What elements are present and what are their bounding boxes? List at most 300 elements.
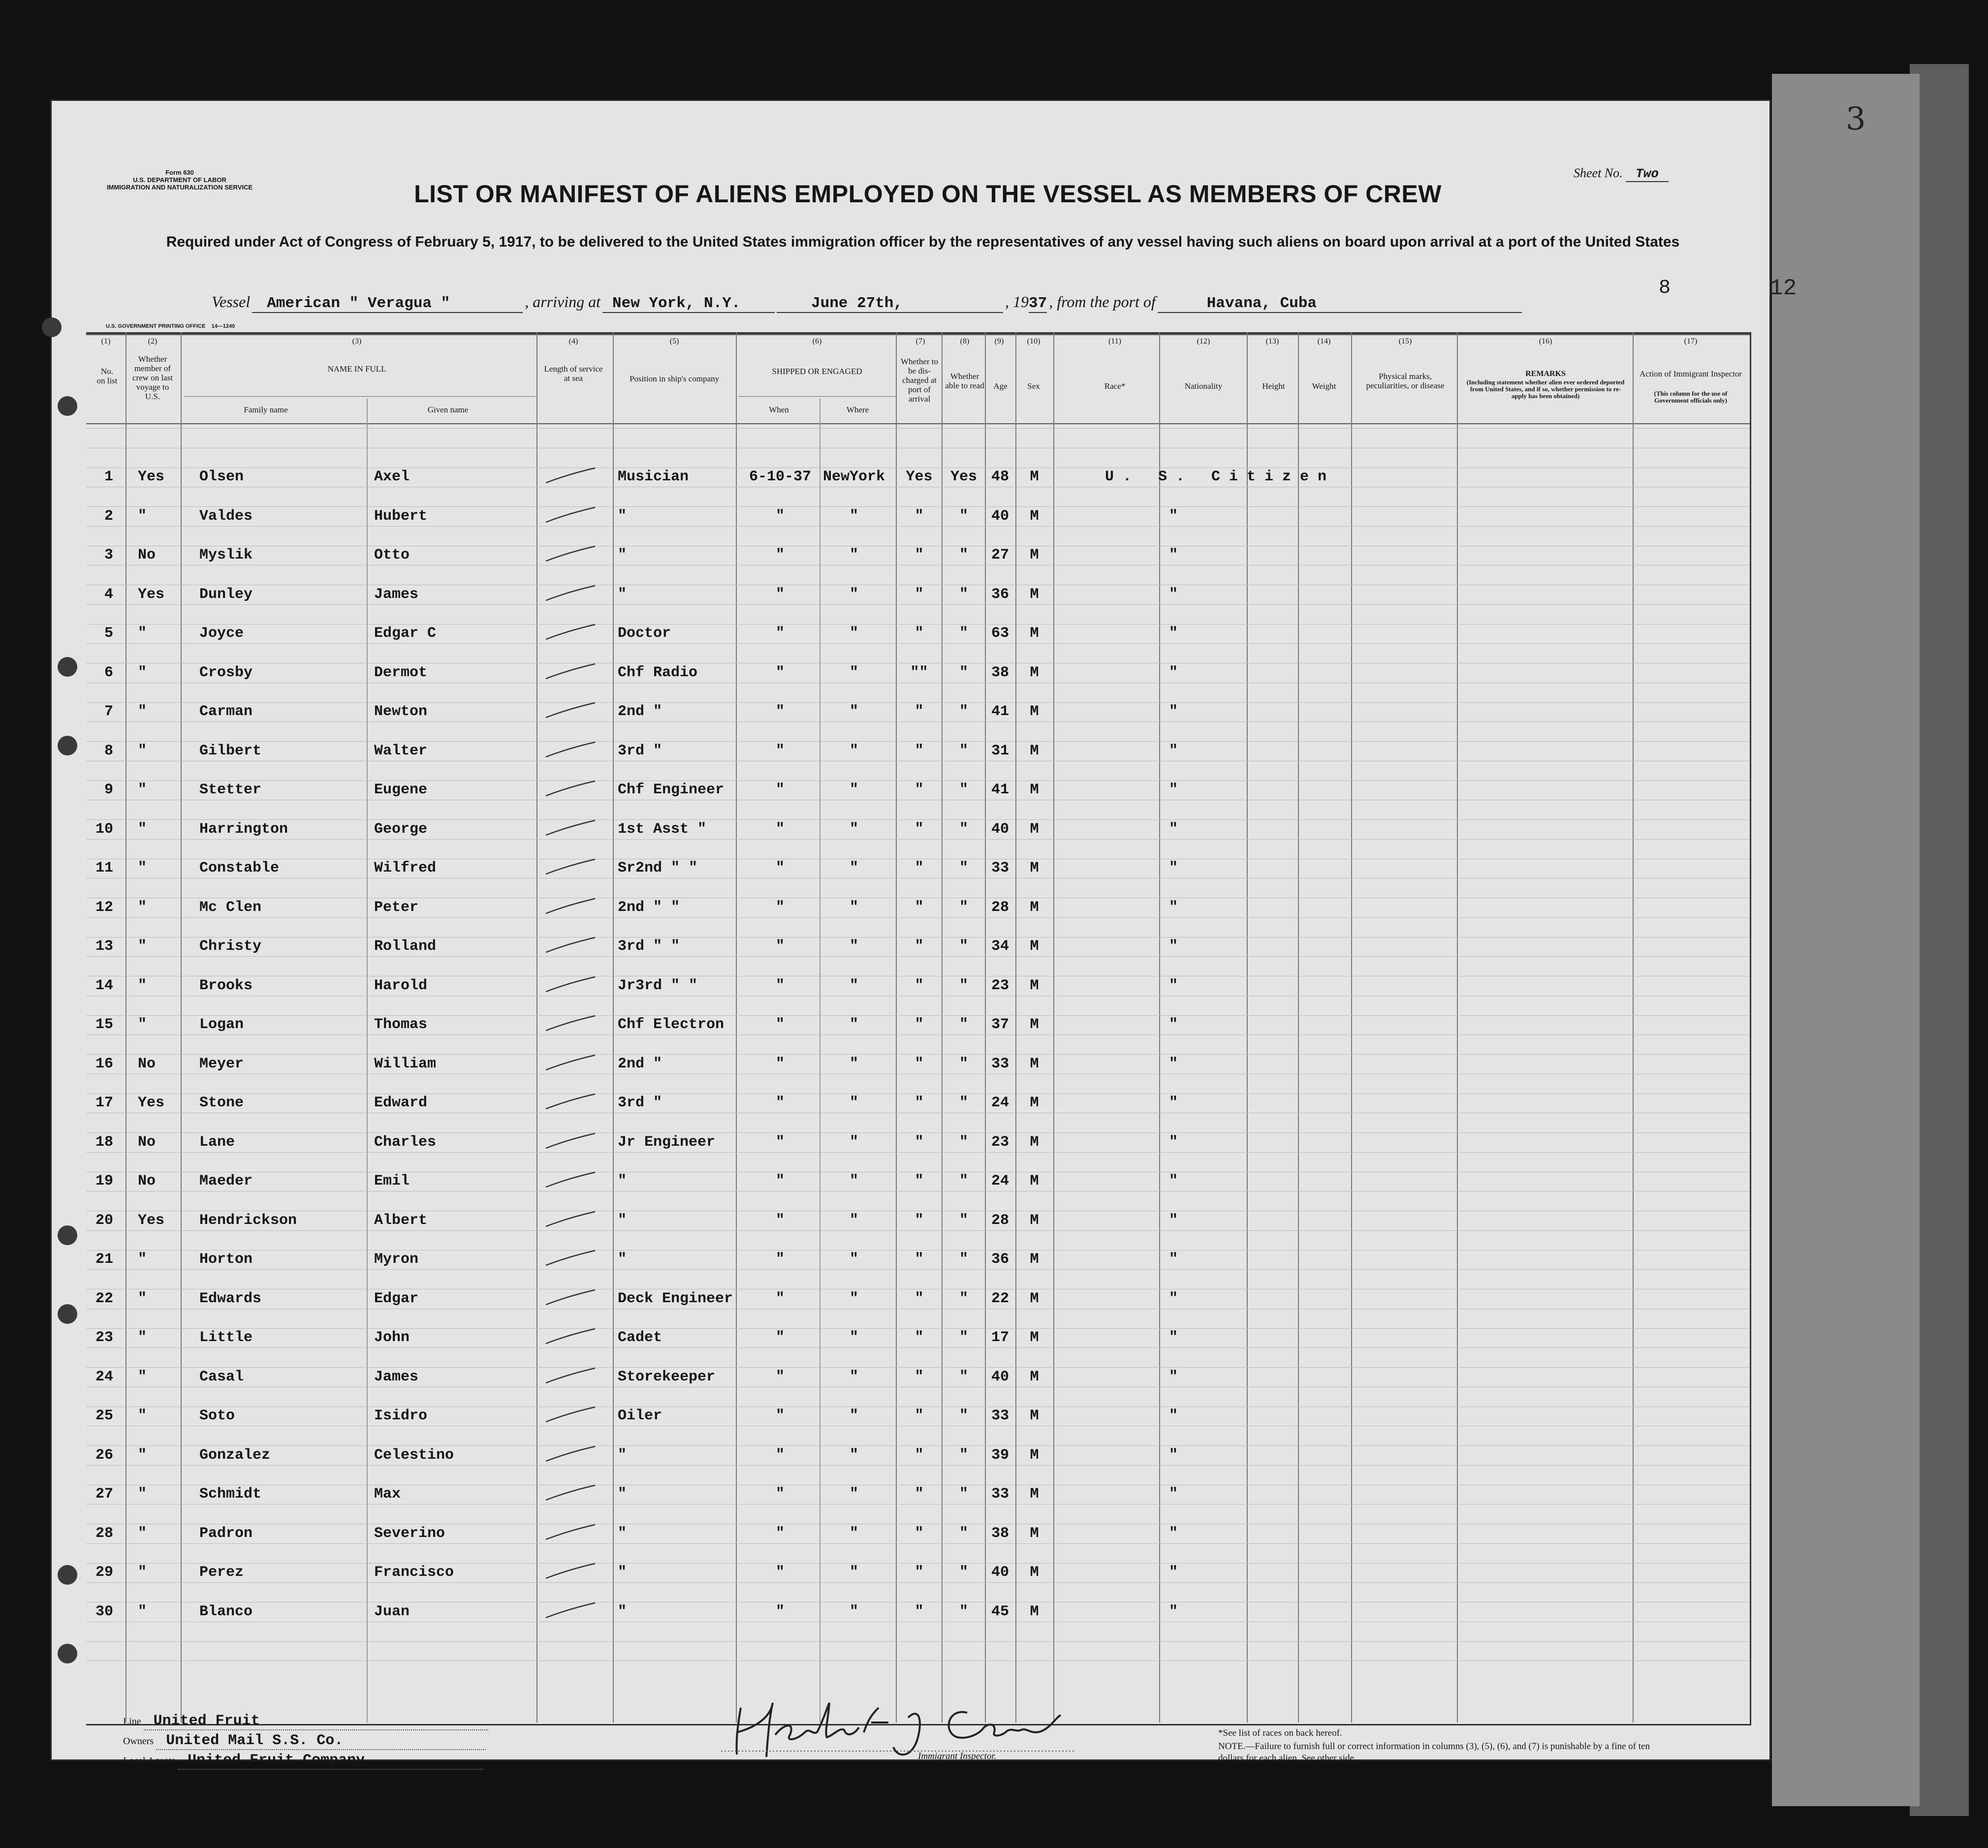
cell-when: " — [775, 1212, 785, 1229]
cell-where: " — [849, 664, 858, 681]
header-action-sub: (This column for the use of Government officials only) — [1654, 390, 1728, 404]
cell-read: " — [959, 1564, 968, 1581]
col-num-3: (3) — [352, 337, 362, 345]
cell-discharged: " — [915, 1368, 924, 1385]
service-tick-mark — [544, 623, 598, 642]
row-guide-line — [86, 526, 1750, 527]
cell-discharged: " — [915, 1486, 924, 1503]
cell-discharged: "" — [910, 664, 928, 681]
row-guide-line — [86, 917, 1750, 918]
cell-family: Little — [199, 1329, 253, 1346]
cell-race-nationality: " — [1169, 1564, 1178, 1581]
cell-race-nationality: " — [1169, 547, 1178, 564]
cell-race-nationality: " — [1169, 820, 1178, 838]
binder-hole — [58, 396, 77, 416]
cell-member: " — [138, 1603, 147, 1620]
cell-when: " — [775, 1408, 785, 1424]
cell-read: " — [959, 1486, 968, 1503]
service-tick-mark — [544, 1327, 598, 1347]
cell-given: Juan — [374, 1603, 410, 1620]
cell-where: " — [849, 938, 858, 955]
cell-family: Stetter — [199, 782, 262, 798]
cell-given: Axel — [374, 469, 410, 485]
adjacent-page — [1772, 74, 1920, 1806]
cell-given: Albert — [374, 1212, 428, 1229]
cell-read: " — [959, 1212, 968, 1229]
service-tick-mark — [544, 584, 598, 603]
service-tick-mark — [544, 1249, 598, 1268]
row-guide-line — [86, 1054, 1750, 1055]
cell-age: 38 — [991, 664, 1009, 681]
cell-sex: M — [1030, 1016, 1039, 1033]
cell-when: " — [775, 703, 785, 720]
cell-when: " — [775, 899, 785, 916]
cell-when: " — [775, 820, 785, 838]
line-label: Line — [123, 1716, 141, 1727]
cell-position: 3rd " " — [618, 938, 680, 955]
cell-sex: M — [1030, 1329, 1039, 1346]
cell-age: 17 — [991, 1329, 1009, 1346]
cell-position: Jr Engineer — [618, 1133, 716, 1151]
cell-member: " — [138, 1251, 147, 1268]
cell-where: " — [849, 1173, 858, 1190]
cell-age: 33 — [991, 1055, 1009, 1072]
cell-sex: M — [1030, 1095, 1039, 1111]
cell-where: " — [849, 977, 858, 994]
cell-given: Hubert — [374, 507, 428, 525]
service-tick-mark — [544, 897, 598, 916]
cell-member: " — [138, 507, 147, 525]
page-title: LIST OR MANIFEST OF ALIENS EMPLOYED ON THE VESSEL AS MEMBERS OF CREW — [414, 180, 1442, 208]
header-bottom-line — [86, 423, 1750, 424]
col-num-8: (8) — [960, 337, 970, 345]
year-suffix: 37 — [1028, 295, 1047, 312]
cell-no: 18 — [95, 1133, 113, 1151]
cell-age: 22 — [991, 1290, 1009, 1307]
service-tick-mark — [544, 1053, 598, 1073]
cell-when: " — [775, 1368, 785, 1385]
cell-read: " — [959, 625, 968, 642]
cell-where: " — [849, 547, 858, 564]
cell-age: 33 — [991, 860, 1009, 877]
cell-age: 40 — [991, 1368, 1009, 1385]
cell-sex: M — [1030, 469, 1039, 485]
header-remarks: REMARKS — [1525, 370, 1566, 378]
col-num-17: (17) — [1684, 337, 1698, 345]
printing-office: U.S. GOVERNMENT PRINTING OFFICE 14—1240 — [106, 323, 235, 329]
cell-given: Harold — [374, 977, 428, 994]
cell-no: 19 — [95, 1173, 113, 1190]
row-guide-line — [86, 702, 1750, 703]
cell-discharged: " — [915, 820, 924, 838]
cell-read: " — [959, 703, 968, 720]
cell-sex: M — [1030, 1603, 1039, 1620]
cell-age: 24 — [991, 1173, 1009, 1190]
binder-hole — [58, 1644, 77, 1663]
row-guide-line — [86, 1328, 1750, 1329]
cell-sex: M — [1030, 625, 1039, 642]
row-guide-line — [86, 819, 1750, 820]
service-tick-mark — [544, 1405, 598, 1425]
manifest-sheet — [52, 101, 1769, 1779]
row-guide-line — [86, 1269, 1750, 1270]
line-value: United Fruit — [144, 1713, 488, 1730]
inspector-signature — [711, 1688, 1085, 1761]
cell-family: Logan — [199, 1016, 244, 1033]
cell-family: Joyce — [199, 625, 244, 642]
cell-family: Soto — [199, 1408, 235, 1424]
cell-member: " — [138, 1564, 147, 1581]
row-guide-line — [86, 1445, 1750, 1446]
col-line — [1053, 332, 1054, 1723]
cell-discharged: " — [915, 1212, 924, 1229]
col-line — [1633, 332, 1634, 1723]
cell-when: " — [775, 1525, 785, 1542]
cell-read: " — [959, 938, 968, 955]
cell-age: 33 — [991, 1486, 1009, 1503]
cell-sex: M — [1030, 547, 1039, 564]
row-guide-line — [86, 1230, 1750, 1231]
cell-read: " — [959, 1095, 968, 1111]
cell-family: Dunley — [199, 586, 253, 603]
cell-given: Edward — [374, 1095, 428, 1111]
cell-member: " — [138, 1329, 147, 1346]
cell-member: No — [138, 1055, 156, 1072]
cell-sex: M — [1030, 1408, 1039, 1424]
cell-age: 41 — [991, 782, 1009, 798]
cell-discharged: " — [915, 1329, 924, 1346]
cell-no: 10 — [95, 820, 113, 838]
form-service: IMMIGRATION AND NATURALIZATION SERVICE — [106, 184, 253, 191]
cell-age: 39 — [991, 1446, 1009, 1464]
header-able-read: Whether able to read — [945, 372, 984, 390]
cell-when: " — [775, 1564, 785, 1581]
col-num-16: (16) — [1539, 337, 1552, 345]
cell-age: 40 — [991, 507, 1009, 525]
service-tick-mark — [544, 1170, 598, 1190]
cell-when: " — [775, 1133, 785, 1151]
cell-race-nationality: " — [1169, 1408, 1178, 1424]
cell-sex: M — [1030, 1446, 1039, 1464]
cell-discharged: " — [915, 860, 924, 877]
row-guide-line — [86, 1034, 1750, 1035]
cell-position: " — [618, 1212, 627, 1229]
header-physical: Physical marks, peculiarities, or disease — [1366, 372, 1445, 390]
cell-race-nationality: " — [1169, 977, 1178, 994]
cell-member: " — [138, 1368, 147, 1385]
header-given-name: Given name — [427, 405, 469, 414]
cell-given: Wilfred — [374, 860, 437, 877]
col-num-2: (2) — [148, 337, 158, 345]
row-guide-line — [86, 1563, 1750, 1564]
cell-sex: M — [1030, 1525, 1039, 1542]
row-guide-line — [86, 741, 1750, 742]
cell-race-nationality: " — [1169, 1095, 1178, 1111]
cell-age: 33 — [991, 1408, 1009, 1424]
cell-discharged: " — [915, 1133, 924, 1151]
service-tick-mark — [544, 1483, 598, 1503]
cell-position: " — [618, 547, 627, 564]
cell-where: " — [849, 1290, 858, 1307]
cell-sex: M — [1030, 1055, 1039, 1072]
cell-age: 34 — [991, 938, 1009, 955]
cell-member: " — [138, 899, 147, 916]
cell-position: " — [618, 1251, 627, 1268]
cell-member: " — [138, 1446, 147, 1464]
cell-age: 37 — [991, 1016, 1009, 1033]
cell-race-nationality: " — [1169, 899, 1178, 916]
col-line — [1247, 332, 1248, 1723]
races-note: *See list of races on back hereof. — [1218, 1728, 1342, 1738]
cell-member: " — [138, 1408, 147, 1424]
cell-read: " — [959, 860, 968, 877]
cell-position: " — [618, 1446, 627, 1464]
service-tick-mark — [544, 975, 598, 995]
inspector-label: Immigrant Inspector. — [918, 1751, 997, 1761]
cell-family: Stone — [199, 1095, 244, 1111]
cell-discharged: " — [915, 1095, 924, 1111]
cell-member: " — [138, 938, 147, 955]
form-department: U.S. DEPARTMENT OF LABOR — [133, 176, 226, 184]
cell-member: " — [138, 703, 147, 720]
cell-given: Edgar C — [374, 625, 437, 642]
cell-where: " — [849, 1055, 858, 1072]
cell-no: 26 — [95, 1446, 113, 1464]
cell-race-nationality: " — [1169, 1525, 1178, 1542]
cell-position: " — [618, 1564, 627, 1581]
cell-race-nationality: " — [1169, 938, 1178, 955]
cell-position: Doctor — [618, 625, 671, 642]
cell-where: " — [849, 742, 858, 759]
col-num-5: (5) — [669, 337, 679, 345]
form-meta — [89, 169, 271, 191]
col-num-9: (9) — [994, 337, 1004, 345]
cell-race-nationality: " — [1169, 1290, 1178, 1307]
cell-when: " — [775, 1016, 785, 1033]
row-guide-line — [86, 956, 1750, 957]
cell-family: Casal — [199, 1368, 244, 1385]
cell-where: " — [849, 1446, 858, 1464]
row-guide-line — [86, 1465, 1750, 1466]
cell-member: No — [138, 1173, 156, 1190]
cell-position: Sr2nd " " — [618, 860, 698, 877]
service-tick-mark — [544, 1092, 598, 1112]
cell-when: " — [775, 586, 785, 603]
cell-member: " — [138, 1290, 147, 1307]
cell-sex: M — [1030, 899, 1039, 916]
cell-where: " — [849, 1095, 858, 1111]
cell-read: " — [959, 1329, 968, 1346]
cell-sex: M — [1030, 1290, 1039, 1307]
cell-family: Maeder — [199, 1173, 253, 1190]
cell-race-nationality: " — [1169, 1603, 1178, 1620]
service-tick-mark — [544, 857, 598, 877]
service-tick-mark — [544, 1601, 598, 1621]
cell-where: " — [849, 1525, 858, 1542]
cell-given: Peter — [374, 899, 419, 916]
cell-family: Edwards — [199, 1290, 262, 1307]
cell-when: " — [775, 1486, 785, 1503]
cell-no: 12 — [95, 899, 113, 916]
cell-given: Newton — [374, 703, 428, 720]
cell-member: Yes — [138, 1095, 165, 1111]
service-tick-mark — [544, 662, 598, 682]
header-no-on-list: No. on list — [96, 367, 118, 385]
header-when: When — [769, 405, 789, 414]
cell-member: " — [138, 1486, 147, 1503]
cell-no: 20 — [95, 1212, 113, 1229]
header-family-name: Family name — [244, 405, 288, 414]
agents-label: Local Agents — [123, 1755, 176, 1766]
cell-family: Gilbert — [199, 742, 262, 759]
cell-position: " — [618, 507, 627, 525]
cell-sex: M — [1030, 782, 1039, 798]
cell-when: " — [775, 507, 785, 525]
cell-where: NewYork — [822, 469, 885, 485]
cell-no: 3 — [104, 547, 113, 564]
cell-where: " — [849, 586, 858, 603]
cell-discharged: " — [915, 899, 924, 916]
header-discharged: Whether to be dis-charged at port of arrival — [901, 357, 938, 404]
cell-no: 29 — [95, 1564, 113, 1581]
col-line — [1351, 332, 1352, 1723]
cell-when: " — [775, 1603, 785, 1620]
cell-where: " — [849, 1603, 858, 1620]
cell-no: 23 — [95, 1329, 113, 1346]
col-num-13: (13) — [1265, 337, 1279, 345]
cell-member: " — [138, 860, 147, 877]
header-whether-member: Whether member of crew on last voyage to U.S. — [132, 354, 173, 401]
cell-when: " — [775, 1173, 785, 1190]
cell-discharged: " — [915, 1290, 924, 1307]
cell-where: " — [849, 899, 858, 916]
header-shipped: SHIPPED OR ENGAGED — [772, 367, 862, 376]
cell-member: Yes — [138, 586, 165, 603]
cell-read: " — [959, 899, 968, 916]
cell-sex: M — [1030, 820, 1039, 838]
cell-sex: M — [1030, 1173, 1039, 1190]
cell-where: " — [849, 1251, 858, 1268]
cell-read: " — [959, 782, 968, 798]
cell-no: 9 — [104, 782, 113, 798]
cell-read: " — [959, 664, 968, 681]
cell-given: Eugene — [374, 782, 428, 798]
cell-member: " — [138, 625, 147, 642]
service-tick-mark — [544, 1523, 598, 1542]
row-guide-line — [86, 1641, 1750, 1642]
cell-member: " — [138, 977, 147, 994]
service-tick-mark — [544, 1444, 598, 1464]
cell-no: 1 — [104, 469, 113, 485]
year-prefix: , 19 — [1005, 293, 1029, 311]
cell-race-nationality: " — [1169, 586, 1178, 603]
footer-line — [123, 1713, 488, 1730]
service-tick-mark — [544, 505, 598, 525]
cell-age: 28 — [991, 1212, 1009, 1229]
cell-no: 6 — [104, 664, 113, 681]
cell-race-nationality: " — [1169, 625, 1178, 642]
footer-form-code: 14—1240 — [1661, 1772, 1687, 1779]
row-guide-line — [86, 1250, 1750, 1251]
cell-family: Perez — [199, 1564, 244, 1581]
cell-family: Carman — [199, 703, 253, 720]
cell-given: Walter — [374, 742, 428, 759]
header-length-service: Length of service at sea — [544, 364, 603, 383]
cell-family: Meyer — [199, 1055, 244, 1072]
col-num-10: (10) — [1027, 337, 1041, 345]
cell-sex: M — [1030, 664, 1039, 681]
col-num-6: (6) — [812, 337, 822, 345]
cell-where: " — [849, 1564, 858, 1581]
cell-discharged: " — [915, 547, 924, 564]
sheet-no-label: Sheet No. — [1574, 166, 1623, 180]
cell-no: 28 — [95, 1525, 113, 1542]
cell-position: " — [618, 586, 627, 603]
col-num-15: (15) — [1398, 337, 1412, 345]
cell-race-nationality: " — [1169, 782, 1178, 798]
cell-given: Thomas — [374, 1016, 428, 1033]
cell-race-nationality: " — [1169, 1446, 1178, 1464]
cell-when: " — [775, 742, 785, 759]
cell-sex: M — [1030, 1486, 1039, 1503]
header-remarks-sub: (Including statement whether alien ever ordered deported from United States, and if so, whether permission to re-apply has been obtained) — [1466, 378, 1625, 400]
cell-when: " — [775, 1290, 785, 1307]
cell-read: " — [959, 507, 968, 525]
cell-sex: M — [1030, 1251, 1039, 1268]
cell-read: " — [959, 1446, 968, 1464]
header-age: Age — [993, 381, 1008, 391]
cell-where: " — [849, 507, 858, 525]
service-tick-mark — [544, 779, 598, 799]
row-guide-line — [86, 937, 1750, 938]
row-guide-line — [86, 1543, 1750, 1544]
row-guide-line — [86, 839, 1750, 840]
cell-sex: M — [1030, 1212, 1039, 1229]
cell-discharged: " — [915, 938, 924, 955]
cell-position: 2nd " " — [618, 899, 680, 916]
cell-family: Gonzalez — [199, 1446, 271, 1464]
cell-discharged: " — [915, 742, 924, 759]
cell-race-nationality: " — [1169, 1368, 1178, 1385]
cell-family: Mc Clen — [199, 899, 262, 916]
cell-discharged: " — [915, 703, 924, 720]
cell-race-nationality: " — [1169, 1055, 1178, 1072]
cell-age: 36 — [991, 1251, 1009, 1268]
col-line — [536, 332, 537, 1723]
cell-family: Olsen — [199, 469, 244, 485]
cell-discharged: " — [915, 782, 924, 798]
cell-family: Blanco — [199, 1603, 253, 1620]
cell-read: " — [959, 1525, 968, 1542]
cell-no: 25 — [95, 1408, 113, 1424]
cell-read: Yes — [950, 469, 977, 485]
row-guide-line — [86, 1132, 1750, 1133]
cell-age: 23 — [991, 1133, 1009, 1151]
cell-race-nationality: " — [1169, 1016, 1178, 1033]
cell-discharged: " — [915, 507, 924, 525]
footer-owners — [123, 1732, 486, 1750]
cell-discharged: " — [915, 1564, 924, 1581]
row-guide-line — [86, 1152, 1750, 1153]
owners-label: Owners — [123, 1736, 154, 1747]
header-race: Race* — [1104, 381, 1126, 391]
cell-given: Celestino — [374, 1446, 454, 1464]
col-num-14: (14) — [1317, 337, 1331, 345]
cell-position: Deck Engineer — [618, 1290, 733, 1307]
col-num-1: (1) — [101, 337, 111, 345]
cell-given: James — [374, 1368, 419, 1385]
corner-number: 3 — [1846, 101, 1866, 137]
